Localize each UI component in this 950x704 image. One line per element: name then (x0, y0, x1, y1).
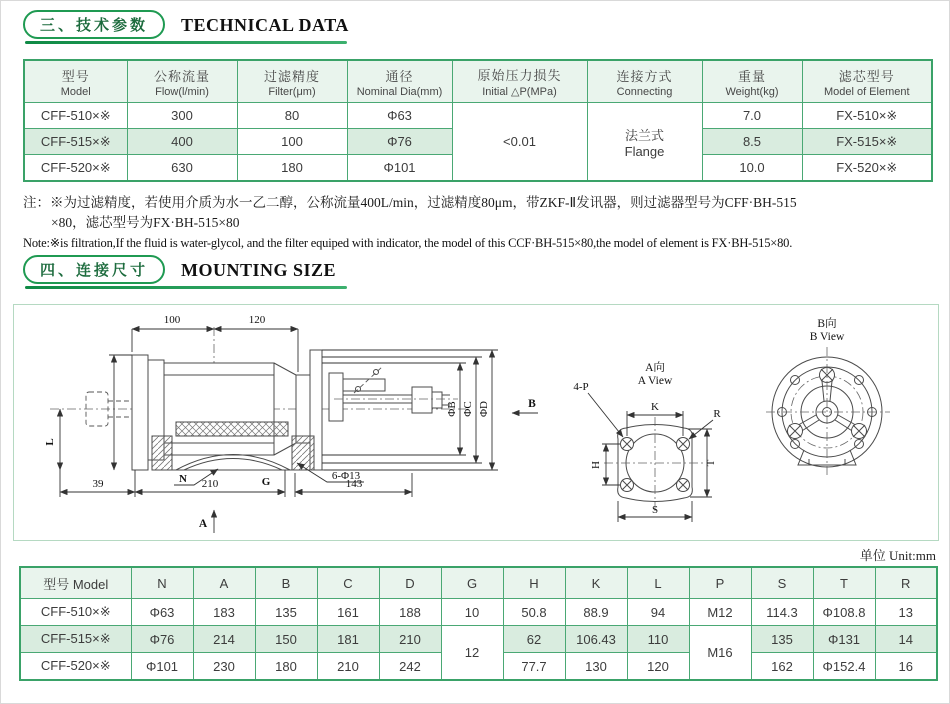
cell-P: M12 (689, 599, 751, 626)
section-mounting-size-header (23, 252, 336, 292)
b-view-title-cn: B向 (817, 318, 837, 330)
col-header-weight: 重量 Weight(kg) (702, 60, 802, 103)
cell-B: 135 (255, 599, 317, 626)
dim-label-120: 120 (248, 314, 266, 326)
dim-label-4P: 4-P (573, 381, 589, 393)
col-header-G: G (441, 567, 503, 599)
cell-T: Φ131 (813, 626, 875, 653)
section-title-en: MOUNTING SIZE (181, 259, 337, 280)
cell-flow: 300 (127, 103, 237, 129)
cell-element: FX-515×※ (802, 129, 932, 155)
view-arrow-label-B: B (528, 398, 536, 410)
technical-drawing (14, 305, 938, 540)
cell-model: CFF-515×※ (24, 129, 127, 155)
dim-label-39: 39 (92, 478, 104, 490)
cell-T: Φ108.8 (813, 599, 875, 626)
dim-label-R: R (713, 408, 721, 420)
dim-label-T: T (705, 459, 717, 467)
col-header-flow: 公称流量 Flow(l/min) (127, 60, 237, 103)
cell-G: 10 (441, 599, 503, 626)
dim-label-G: G (261, 476, 271, 488)
col-header-D: D (379, 567, 441, 599)
section-underline (25, 286, 347, 289)
b-view (766, 316, 890, 477)
dim-label-phiC: ΦC (462, 401, 474, 417)
cell-H: 77.7 (503, 653, 565, 681)
cell-B: 150 (255, 626, 317, 653)
col-header-B: B (255, 567, 317, 599)
cell-D: 242 (379, 653, 441, 681)
cell-S: 114.3 (751, 599, 813, 626)
cell-filter: 100 (237, 129, 347, 155)
cell-R: 13 (875, 599, 937, 626)
b-view-title-en: B View (809, 331, 845, 343)
section-pill-cn: 三、技术参数 (23, 10, 165, 39)
cell-C: 181 (317, 626, 379, 653)
col-header-S: S (751, 567, 813, 599)
cell-flow: 400 (127, 129, 237, 155)
dim-label-phiD: ΦD (478, 401, 490, 417)
section-underline (25, 41, 347, 44)
section-pill-cn: 四、连接尺寸 (23, 255, 165, 284)
section-title-en: TECHNICAL DATA (181, 14, 349, 35)
dim-label-N: N (179, 473, 187, 485)
unit-note: 单位 Unit:mm (859, 548, 936, 563)
dim-label-210: 210 (201, 478, 219, 490)
col-header-P: P (689, 567, 751, 599)
cell-H: 62 (503, 626, 565, 653)
cell-dia: Φ63 (347, 103, 452, 129)
col-header-model: 型号 Model (24, 60, 127, 103)
col-header-H: H (503, 567, 565, 599)
cell-element: FX-510×※ (802, 103, 932, 129)
col-header-N: N (131, 567, 193, 599)
side-view (44, 314, 538, 533)
cell-L: 94 (627, 599, 689, 626)
mounting-size-table (19, 566, 938, 681)
col-header-element: 滤芯型号 Model of Element (802, 60, 932, 103)
col-header-dia: 通径 Nominal Dia(mm) (347, 60, 452, 103)
col-header-model: 型号 Model (20, 567, 131, 599)
dim-label-100: 100 (163, 314, 181, 326)
cell-D: 210 (379, 626, 441, 653)
tech-table-header (24, 60, 932, 103)
cell-weight: 10.0 (702, 155, 802, 182)
a-view-title-cn: A向 (645, 362, 665, 374)
cell-R: 16 (875, 653, 937, 681)
cell-G: 12 (441, 626, 503, 681)
cell-P: M16 (689, 626, 751, 681)
col-header-A: A (193, 567, 255, 599)
dim-label-phiB: ΦB (446, 401, 458, 417)
cell-K: 130 (565, 653, 627, 681)
cell-flow: 630 (127, 155, 237, 182)
section-technical-data-header (23, 7, 349, 47)
cell-S: 135 (751, 626, 813, 653)
footnote-cn-line2: ×80，滤芯型号为FX·BH-515×80 (51, 214, 240, 230)
col-header-dp: 原始压力损失 Initial △P(MPa) (452, 60, 587, 103)
cell-K: 106.43 (565, 626, 627, 653)
cell-B: 180 (255, 653, 317, 681)
footnote-en: Note:※is filtration,If the fluid is water-glycol, and the filter equiped with indicator, the model of this CCF·BH-515×80,the model of element is FX·BH-515×80. (23, 236, 793, 251)
cell-D: 188 (379, 599, 441, 626)
col-header-T: T (813, 567, 875, 599)
dim-label-6phi13: 6-Φ13 (331, 470, 361, 482)
col-header-filter: 过滤精度 Filter(μm) (237, 60, 347, 103)
cell-model: CFF-510×※ (20, 599, 131, 626)
cell-filter: 80 (237, 103, 347, 129)
cell-C: 210 (317, 653, 379, 681)
dim-label-143: 143 (345, 478, 363, 490)
a-view (573, 360, 721, 522)
table-row (20, 599, 937, 626)
cell-model: CFF-510×※ (24, 103, 127, 129)
dim-label-H: H (590, 461, 602, 469)
table-row (24, 103, 932, 129)
cell-N: Φ63 (131, 599, 193, 626)
dim-label-S: S (651, 504, 659, 516)
cell-dia: Φ76 (347, 129, 452, 155)
col-header-R: R (875, 567, 937, 599)
cell-K: 88.9 (565, 599, 627, 626)
cell-connecting: 法兰式 Flange (587, 103, 702, 182)
cell-filter: 180 (237, 155, 347, 182)
mount-table-header (20, 567, 937, 599)
cell-weight: 8.5 (702, 129, 802, 155)
dim-label-K: K (651, 401, 659, 413)
col-header-C: C (317, 567, 379, 599)
cell-L: 120 (627, 653, 689, 681)
table-row (20, 567, 937, 599)
cell-C: 161 (317, 599, 379, 626)
cell-element: FX-520×※ (802, 155, 932, 182)
view-arrow-label-A: A (198, 518, 208, 530)
cell-model: CFF-520×※ (24, 155, 127, 182)
table-row (24, 60, 932, 103)
cell-model: CFF-515×※ (20, 626, 131, 653)
technical-data-table (23, 59, 933, 182)
cell-weight: 7.0 (702, 103, 802, 129)
cell-R: 14 (875, 626, 937, 653)
cell-T: Φ152.4 (813, 653, 875, 681)
drawing-area (13, 304, 939, 541)
cell-A: 230 (193, 653, 255, 681)
cell-N: Φ101 (131, 653, 193, 681)
cell-A: 214 (193, 626, 255, 653)
col-header-connecting: 连接方式 Connecting (587, 60, 702, 103)
cell-S: 162 (751, 653, 813, 681)
table-row (20, 626, 937, 653)
cell-H: 50.8 (503, 599, 565, 626)
cell-initial-dp: <0.01 (452, 103, 587, 182)
dim-label-L: L (44, 438, 56, 446)
cell-N: Φ76 (131, 626, 193, 653)
cell-model: CFF-520×※ (20, 653, 131, 681)
footnote (23, 193, 937, 251)
cell-dia: Φ101 (347, 155, 452, 182)
col-header-K: K (565, 567, 627, 599)
cell-A: 183 (193, 599, 255, 626)
col-header-L: L (627, 567, 689, 599)
a-view-title-en: A View (637, 375, 673, 387)
cell-L: 110 (627, 626, 689, 653)
footnote-cn-line1: 注：※为过滤精度，若使用介质为水一乙二醇，公称流量400L/min，过滤精度80μm，带ZKF-Ⅱ发讯器，则过滤器型号为CFF·BH-515 (23, 195, 797, 210)
